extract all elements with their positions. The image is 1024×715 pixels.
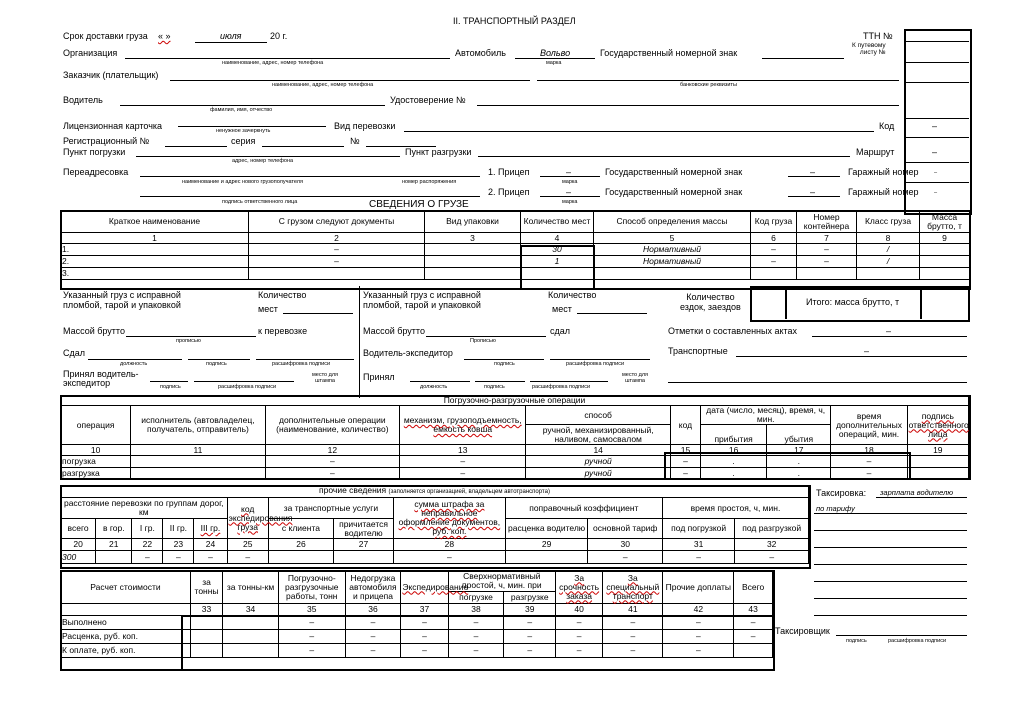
cost-h-calc: Расчет стоимости xyxy=(61,571,191,604)
code-label: Код xyxy=(879,121,895,131)
trailer2-plate-label: Государственный номерной знак xyxy=(605,187,743,197)
cost-val[interactable]: – xyxy=(345,630,401,644)
cargo-row-num: 1. xyxy=(61,244,249,256)
ops-arrival[interactable]: . xyxy=(701,456,767,468)
other-h-base: основной тариф xyxy=(588,519,662,539)
ops-sign[interactable] xyxy=(907,468,968,480)
other-num: 31 xyxy=(662,539,734,551)
other-val[interactable]: – xyxy=(735,551,809,564)
other-h-code: код экспедирования груза xyxy=(227,498,268,539)
cost-val[interactable]: – xyxy=(278,644,345,658)
df-sign-hint: подпись xyxy=(494,361,515,367)
ad-decode-hint: расшифровка подписи xyxy=(218,384,277,390)
other-num: 29 xyxy=(505,539,588,551)
cost-val[interactable] xyxy=(734,644,773,658)
gave-label: Сдал xyxy=(63,348,86,358)
customer-hint: наименование, адрес, номер телефона xyxy=(272,82,374,88)
cost-val[interactable]: – xyxy=(345,616,401,630)
gross2-label: Массой брутто xyxy=(363,326,425,336)
cost-h-unloading: разгрузке xyxy=(504,592,556,604)
seal-right-label: Указанный груз с исправной пломбой, тарой и упаковкой xyxy=(363,290,481,310)
other-val[interactable] xyxy=(268,551,333,564)
other-val[interactable]: – xyxy=(227,551,268,564)
cost-val[interactable]: – xyxy=(401,630,448,644)
organization-label: Организация xyxy=(63,48,118,58)
trailer1-label: 1. Прицеп xyxy=(488,167,530,177)
cost-val[interactable]: – xyxy=(448,630,504,644)
seal-qty-label: Количество xyxy=(258,290,307,300)
license-label: Удостоверение № xyxy=(390,95,466,105)
page-title: II. ТРАНСПОРТНЫЙ РАЗДЕЛ xyxy=(453,16,576,26)
other-val[interactable]: – xyxy=(132,551,163,564)
cargo-h-name: Краткое наименование xyxy=(61,211,249,233)
other-num: 28 xyxy=(394,539,506,551)
cost-val[interactable]: – xyxy=(734,616,773,630)
ops-operation: разгрузка xyxy=(61,468,131,480)
ops-h-method: способ xyxy=(526,406,670,425)
cost-val[interactable]: – xyxy=(663,644,734,658)
other-num: 22 xyxy=(132,539,163,551)
cargo-docs[interactable] xyxy=(249,268,425,280)
cargo-h-method: Способ определения массы xyxy=(594,211,751,233)
acts-label: Отметки о составленных актах xyxy=(668,326,798,336)
cost-h-other: Прочие доплаты xyxy=(663,571,734,604)
cost-val[interactable]: – xyxy=(504,616,556,630)
cost-row-label: Выполнено xyxy=(61,616,191,630)
ops-h-date: дата (число, месяц), время, ч, мин. xyxy=(701,406,831,425)
other-h-driver: причитается водителю xyxy=(334,519,394,539)
ops-num: 11 xyxy=(131,445,265,456)
vehicle-value[interactable]: Вольво xyxy=(540,48,571,58)
cost-h-forwarding: Экспедирование xyxy=(401,571,448,604)
cargo-section-title: СВЕДЕНИЯ О ГРУЗЕ xyxy=(369,199,469,210)
cost-row-label: К оплате, руб. коп. xyxy=(61,644,191,658)
other-title: прочие сведения (заполняется организацией, владельцем автотранспорта) xyxy=(61,486,809,498)
cost-num-empty xyxy=(61,604,191,616)
gross-label: Массой брутто xyxy=(63,326,125,336)
table-row xyxy=(61,456,969,468)
to-transport-label: к перевозке xyxy=(258,326,308,336)
trailer1-hint: марка xyxy=(562,179,578,185)
other-info-table xyxy=(60,485,809,564)
trailer1-value: – xyxy=(566,167,572,177)
ops-departure[interactable]: . xyxy=(767,456,831,468)
ops-sign[interactable] xyxy=(907,456,968,468)
delivery-month[interactable]: июля xyxy=(220,31,242,41)
other-val[interactable] xyxy=(96,551,132,564)
cost-val[interactable]: – xyxy=(556,644,603,658)
cargo-class[interactable]: / xyxy=(857,256,920,268)
cargo-method[interactable] xyxy=(594,268,751,280)
ops-num: 10 xyxy=(61,445,131,456)
ops-h-method-sub: ручной, механизированный, наливом, самосвалом xyxy=(526,425,670,445)
cargo-mass[interactable] xyxy=(920,268,970,280)
ops-extra[interactable]: – xyxy=(265,468,399,480)
other-val[interactable] xyxy=(505,551,588,564)
cargo-num-4: 4 xyxy=(521,233,594,244)
ops-num: 13 xyxy=(400,445,526,456)
ops-h-arrival: прибытия xyxy=(701,425,767,445)
gave-decode-hint: расшифровка подписи xyxy=(272,361,331,367)
transport-type-label: Вид перевозки xyxy=(334,121,396,131)
other-h-g3: III гр. xyxy=(194,519,227,539)
cost-val[interactable]: – xyxy=(278,616,345,630)
order-number-hint: номер распоряжения xyxy=(402,179,457,185)
delivery-day: « » xyxy=(158,31,171,41)
cargo-num-5: 5 xyxy=(594,233,751,244)
customer-label: Заказчик (плательщик) xyxy=(63,70,159,80)
cost-val[interactable]: – xyxy=(448,644,504,658)
ops-h-executor: исполнитель (автовладелец, получатель, отправитель) xyxy=(131,406,265,445)
other-val[interactable]: – xyxy=(662,551,734,564)
bank-hint: банковские реквизиты xyxy=(680,82,737,88)
cargo-method[interactable]: Нормативный xyxy=(594,256,751,268)
ops-method[interactable]: ручной xyxy=(526,456,670,468)
delivery-year: 20 г. xyxy=(270,31,288,41)
cost-num: 35 xyxy=(278,604,345,616)
cargo-qty[interactable] xyxy=(521,268,594,280)
cost-num: 33 xyxy=(190,604,222,616)
ops-method[interactable]: ручной xyxy=(526,468,670,480)
driver-forwarder-label: Водитель-экспедитор xyxy=(363,348,453,358)
cost-val[interactable] xyxy=(223,644,279,658)
cost-num: 37 xyxy=(401,604,448,616)
cost-val[interactable]: – xyxy=(556,616,603,630)
other-val[interactable] xyxy=(334,551,394,564)
acc-decode-hint: расшифровка подписи xyxy=(532,384,591,390)
handed-label: сдал xyxy=(550,326,571,336)
route-value: – xyxy=(932,147,938,157)
cost-num: 42 xyxy=(663,604,734,616)
trailer2-label: 2. Прицеп xyxy=(488,187,530,197)
cargo-h-qty: Количество мест xyxy=(521,211,594,233)
other-num: 32 xyxy=(735,539,809,551)
cargo-num-3: 3 xyxy=(425,233,521,244)
cost-val[interactable] xyxy=(190,644,222,658)
other-num: 26 xyxy=(268,539,333,551)
other-num: 20 xyxy=(61,539,96,551)
seal-places-label: мест xyxy=(258,304,278,314)
cost-h-special: За специальный транспорт xyxy=(603,571,663,604)
series-label: серия xyxy=(231,136,256,146)
other-val[interactable]: – xyxy=(588,551,662,564)
table-row xyxy=(61,630,773,644)
other-h-g2: II гр. xyxy=(163,519,194,539)
transport-value: – xyxy=(864,346,870,356)
accepted-driver-label: Принял водитель- экспедитор xyxy=(63,369,139,388)
route-label: Маршрут xyxy=(856,147,895,157)
driver-label: Водитель xyxy=(63,95,103,105)
cargo-container[interactable]: – xyxy=(797,256,857,268)
loading-hint: адрес, номер телефона xyxy=(232,158,293,164)
ops-extra[interactable]: – xyxy=(265,456,399,468)
ops-h-departure: убытия xyxy=(767,425,831,445)
cost-val[interactable] xyxy=(190,630,222,644)
cargo-qty[interactable]: 1 xyxy=(521,256,594,268)
cost-num: 34 xyxy=(223,604,279,616)
cargo-h-mass: Масса брутто, т xyxy=(920,211,970,233)
other-num: 24 xyxy=(194,539,227,551)
stamp-hint-1: место для штампа xyxy=(312,372,339,384)
ops-h-time: время дополнительных операций, мин. xyxy=(831,406,907,445)
ops-num: 19 xyxy=(907,445,968,456)
taxer-label: Таксировщик xyxy=(775,626,830,636)
state-plate-label: Государственный номерной знак xyxy=(600,48,738,58)
redirect-label: Переадресовка xyxy=(63,167,129,177)
gave-sign-hint: подпись xyxy=(206,361,227,367)
other-h-distance: расстояние перевозки по группам дорог, км xyxy=(61,498,228,519)
cargo-row-num: 3. xyxy=(61,268,249,280)
cargo-class[interactable]: / xyxy=(857,244,920,256)
garage2-value: – xyxy=(934,190,938,196)
trips-label: Количество ездок, заездов xyxy=(680,292,741,312)
cargo-h-docs: С грузом следуют документы xyxy=(249,211,425,233)
ops-time[interactable]: – xyxy=(831,468,907,480)
other-val[interactable]: – xyxy=(194,551,227,564)
cost-h-overtime: Сверхнормативный простой, ч, мин. при xyxy=(448,571,555,592)
cost-num: 43 xyxy=(734,604,773,616)
ops-code[interactable]: – xyxy=(670,468,700,480)
transport-label: Транспортные xyxy=(668,346,728,356)
cost-table xyxy=(60,570,773,658)
trailer1-plate-value: – xyxy=(810,167,816,177)
ops-mech[interactable]: – xyxy=(400,456,526,468)
table-row xyxy=(61,644,773,658)
by-tariff: по тарифу xyxy=(816,504,855,513)
other-h-idle: время простоя, ч, мин. xyxy=(662,498,808,519)
cargo-num-6: 6 xyxy=(751,233,797,244)
cost-num: 39 xyxy=(504,604,556,616)
cargo-pack[interactable] xyxy=(425,256,521,268)
cargo-num-1: 1 xyxy=(61,233,249,244)
cost-val[interactable]: – xyxy=(448,616,504,630)
cost-val[interactable]: – xyxy=(401,616,448,630)
cost-num: 38 xyxy=(448,604,504,616)
table-row xyxy=(61,468,969,480)
cargo-pack[interactable] xyxy=(425,244,521,256)
taxation-value: зарплата водителю xyxy=(880,488,953,497)
ops-arrival[interactable]: . xyxy=(701,468,767,480)
vehicle-label: Автомобиль xyxy=(455,48,506,58)
other-h-unload: под разгрузкой xyxy=(735,519,809,539)
ops-mech[interactable]: – xyxy=(400,468,526,480)
cargo-mass[interactable] xyxy=(920,244,970,256)
other-h-total: всего xyxy=(61,519,96,539)
table-row xyxy=(61,268,970,280)
taxation-label: Таксировка: xyxy=(816,488,867,498)
other-h-city: в гор. xyxy=(96,519,132,539)
cargo-h-container: Номер контейнера xyxy=(797,211,857,233)
table-row xyxy=(61,256,970,268)
other-val[interactable]: – xyxy=(163,551,194,564)
ops-title: Погрузочно-разгрузочные операции xyxy=(61,396,969,406)
other-h-coef: поправочный коэффициент xyxy=(505,498,662,519)
gave-position-hint: должность xyxy=(120,361,148,367)
ttn-label: ТТН № xyxy=(863,31,893,41)
cost-num: 40 xyxy=(556,604,603,616)
cargo-pack[interactable] xyxy=(425,268,521,280)
cost-h-tonkm: за тонны-км xyxy=(223,571,279,604)
taxer-decode-hint: расшифровка подписи xyxy=(888,638,947,644)
total-mass-label: Итого: масса брутто, т xyxy=(806,297,900,307)
cost-val[interactable]: – xyxy=(556,630,603,644)
cargo-h-class: Класс груза xyxy=(857,211,920,233)
cargo-num-2: 2 xyxy=(249,233,425,244)
cost-val[interactable]: – xyxy=(603,630,663,644)
cargo-class[interactable] xyxy=(857,268,920,280)
garage1-value: – xyxy=(934,170,938,176)
vehicle-hint: марка xyxy=(546,60,562,66)
ops-departure[interactable]: . xyxy=(767,468,831,480)
license-card-label: Лицензионная карточка xyxy=(63,121,163,131)
ops-num: 12 xyxy=(265,445,399,456)
table-row xyxy=(61,551,809,564)
df-decode-hint: расшифровка подписи xyxy=(566,361,625,367)
operations-table xyxy=(60,395,969,480)
gross2-hint: Прописью xyxy=(470,338,496,344)
ops-num: 14 xyxy=(526,445,670,456)
cost-h-underload: Недогрузка автомобиля и прицепа xyxy=(345,571,401,604)
cargo-container[interactable] xyxy=(797,268,857,280)
other-h-fine: сумма штрафа за неправильное оформление документов, руб. коп. xyxy=(394,498,506,539)
cost-val[interactable]: – xyxy=(504,630,556,644)
garage1-label: Гаражный номер xyxy=(848,167,919,177)
cost-h-loading: погрузке xyxy=(448,592,504,604)
garage2-label: Гаражный номер xyxy=(848,187,919,197)
cost-val[interactable] xyxy=(223,616,279,630)
ops-num: 16 xyxy=(701,445,767,456)
acts-value: – xyxy=(886,326,892,336)
other-h-services: за транспортные услуги xyxy=(268,498,393,519)
cargo-mass[interactable] xyxy=(920,256,970,268)
ops-executor[interactable] xyxy=(131,468,265,480)
cost-val[interactable]: – xyxy=(504,644,556,658)
cargo-method[interactable]: Нормативный xyxy=(594,244,751,256)
cost-num: 41 xyxy=(603,604,663,616)
cost-val[interactable]: – xyxy=(734,630,773,644)
cargo-row-num: 2. xyxy=(61,256,249,268)
cost-val[interactable] xyxy=(223,630,279,644)
ad-sign-hint: подпись xyxy=(160,384,181,390)
gross-hint: прописью xyxy=(176,338,201,344)
code-value: – xyxy=(932,121,938,131)
ops-operation: погрузка xyxy=(61,456,131,468)
ops-h-mech: механизм, грузоподъемность, емкость ковша xyxy=(400,406,526,445)
trailer2-plate-value: – xyxy=(810,187,816,197)
cargo-docs[interactable]: – xyxy=(249,256,425,268)
redirect-hint: наименование и адрес нового грузополучателя xyxy=(182,179,303,185)
cargo-num-7: 7 xyxy=(797,233,857,244)
ops-num: 18 xyxy=(831,445,907,456)
cost-val[interactable]: – xyxy=(663,616,734,630)
table-row xyxy=(61,244,970,256)
seal-places2-label: мест xyxy=(552,304,572,314)
organization-hint: наименование, адрес, номер телефона xyxy=(222,60,324,66)
cost-val[interactable]: – xyxy=(401,644,448,658)
number-label: № xyxy=(350,136,360,146)
stamp-hint-2: место для штампа xyxy=(622,372,649,384)
ops-num: 15 xyxy=(670,445,700,456)
acc-position-hint: должность xyxy=(420,384,448,390)
cargo-qty[interactable]: 30 xyxy=(521,244,594,256)
responsible-sign-hint: подпись ответственного лица xyxy=(222,199,298,205)
other-num: 21 xyxy=(96,539,132,551)
acc-sign-hint: подпись xyxy=(484,384,505,390)
cost-row-label: Расценка, руб. коп. xyxy=(61,630,191,644)
cargo-num-9: 9 xyxy=(920,233,970,244)
ops-h-code: код xyxy=(670,406,700,445)
cost-h-total: Всего xyxy=(734,571,773,604)
table-row xyxy=(61,616,773,630)
cargo-h-code: Код груза xyxy=(751,211,797,233)
waybill-label: К путевому листу № xyxy=(852,42,886,56)
other-h-client: с клиента xyxy=(268,519,333,539)
other-h-rate: расценка водителю xyxy=(505,519,588,539)
other-num: 23 xyxy=(163,539,194,551)
cost-val[interactable]: – xyxy=(603,616,663,630)
cargo-docs[interactable]: – xyxy=(249,244,425,256)
other-num: 27 xyxy=(334,539,394,551)
seal-left-label: Указанный груз с исправной пломбой, тарой и упаковкой xyxy=(63,290,181,310)
loading-point-label: Пункт погрузки xyxy=(63,147,126,157)
other-val[interactable]: 300 xyxy=(61,551,96,564)
taxer-sign-hint: подпись xyxy=(846,638,867,644)
cargo-code[interactable] xyxy=(751,268,797,280)
ops-h-extra: дополнительные операции (наименование, количество) xyxy=(265,406,399,445)
ops-h-sign: подпись ответственного лица xyxy=(907,406,968,445)
cost-num: 36 xyxy=(345,604,401,616)
cost-val[interactable]: – xyxy=(663,630,734,644)
reg-label: Регистрационный № xyxy=(63,136,150,146)
cargo-table xyxy=(60,210,970,280)
cargo-h-pack: Вид упаковки xyxy=(425,211,521,233)
seal-qty2-label: Количество xyxy=(548,290,597,300)
ops-code[interactable]: – xyxy=(670,456,700,468)
trailer2-hint: марка xyxy=(562,199,578,205)
cost-h-urgent: За срочность заказа xyxy=(556,571,603,604)
trailer2-value: – xyxy=(566,187,572,197)
other-num: 30 xyxy=(588,539,662,551)
ops-time[interactable]: – xyxy=(831,456,907,468)
ops-executor[interactable] xyxy=(131,456,265,468)
license-card-hint: ненужное зачеркнуть xyxy=(216,128,271,134)
cost-h-tons: за тонны xyxy=(190,571,222,604)
cargo-num-8: 8 xyxy=(857,233,920,244)
cost-val[interactable] xyxy=(190,616,222,630)
delivery-term-label: Срок доставки груза xyxy=(63,31,148,41)
cargo-code[interactable]: – xyxy=(751,256,797,268)
ops-num: 17 xyxy=(767,445,831,456)
other-val[interactable]: – xyxy=(394,551,506,564)
driver-hint: фамилия, имя, отчество xyxy=(210,107,273,113)
other-num: 25 xyxy=(227,539,268,551)
cost-val[interactable]: – xyxy=(345,644,401,658)
unloading-point-label: Пункт разгрузки xyxy=(405,147,472,157)
accepted-label: Принял xyxy=(363,372,395,382)
cost-val[interactable]: – xyxy=(603,644,663,658)
cost-h-handling: Погрузочно-разгрузочные работы, тонн xyxy=(278,571,345,604)
cargo-container[interactable]: – xyxy=(797,244,857,256)
other-h-load: под погрузкой xyxy=(662,519,734,539)
ops-h-operation: операция xyxy=(61,406,131,445)
cargo-code[interactable]: – xyxy=(751,244,797,256)
other-h-g1: I гр. xyxy=(132,519,163,539)
cost-val[interactable]: – xyxy=(278,630,345,644)
trailer1-plate-label: Государственный номерной знак xyxy=(605,167,743,177)
